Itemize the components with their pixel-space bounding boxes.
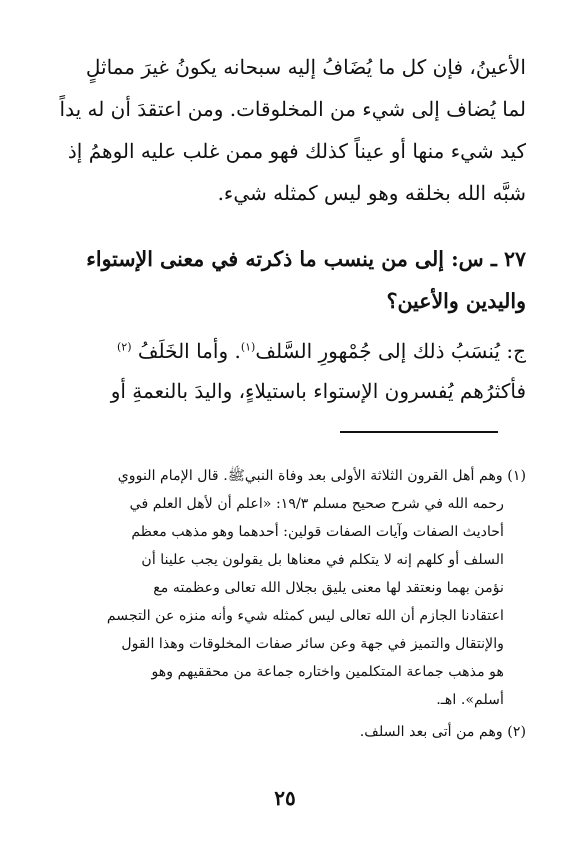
- footnote-line: هو مذهب جماعة المتكلمين واختاره جماعة من محققيهم وهو: [151, 664, 504, 680]
- footnote-line: نؤمن بهما ونعتقد لها معنى يليق بجلال الله تعالى وعظمته مع: [153, 580, 504, 596]
- footnote-line: أسلم». اهـ.: [436, 692, 504, 708]
- answer-text: ج: يُنسَبُ ذلك إلى جُمْهورِ السَّلف: [255, 339, 526, 363]
- footnote-line: اعتقادنا الجازم أن الله تعالى ليس كمثله شيء وأنه منزه عن التجسم: [106, 608, 504, 624]
- answer-line: [44, 330, 526, 372]
- footnote-ref-2: (٢): [116, 340, 132, 354]
- question-heading-cont: واليدين والأعين؟: [386, 289, 526, 313]
- footnote-line: (١) وهم أهل القرون الثلاثة الأولى بعد وفاة النبيﷺ. قال الإمام النووي: [117, 468, 526, 484]
- footnote-line: رحمه الله في شرح صحيح مسلم ١٩/٣: «اعلم أن لأهل العلم في: [129, 496, 504, 512]
- footnote-line: السلف أو كلهم إنه لا يتكلم في معناها بل يقولون يجب علينا أن: [141, 552, 504, 568]
- footnote-line: أحاديث الصفات وآيات الصفات قولين: أحدهما وهو مذهب معظم: [131, 524, 504, 540]
- body-line: شبَّه الله بخلقه وهو ليس كمثله شيء.: [217, 181, 526, 205]
- question-heading: ٢٧ ـ س: إلى من ينسب ما ذكرته في معنى الإستواء: [86, 247, 526, 271]
- answer-text: . وأما الخَلَفُ: [137, 339, 241, 363]
- body-line: الأعينُ، فإن كل ما يُضَافُ إليه سبحانه يكونُ غيرَ مماثلٍ: [85, 55, 526, 79]
- footnote-separator: [340, 431, 498, 433]
- footnote-ref-1: (١): [240, 340, 256, 354]
- footnote-line: (٢) وهم من أتى بعد السلف.: [359, 724, 526, 740]
- body-line: كيد شيء منها أو عيناً كذلك فهو ممن غلب عليه الوهمُ إذ: [67, 139, 526, 163]
- body-line: لما يُضاف إلى شيء من المخلوقات. ومن اعتقدَ أن له يداً: [59, 97, 526, 121]
- page-number: ٢٥: [274, 786, 296, 810]
- answer-line: فأكثرُهم يُفسرون الإستواء باستيلاءٍ، واليدَ بالنعمةِ أو: [110, 379, 526, 403]
- footnote-line: والإنتقال والتميز في جهة وعن سائر صفات المخلوقات وهذا القول: [121, 636, 504, 652]
